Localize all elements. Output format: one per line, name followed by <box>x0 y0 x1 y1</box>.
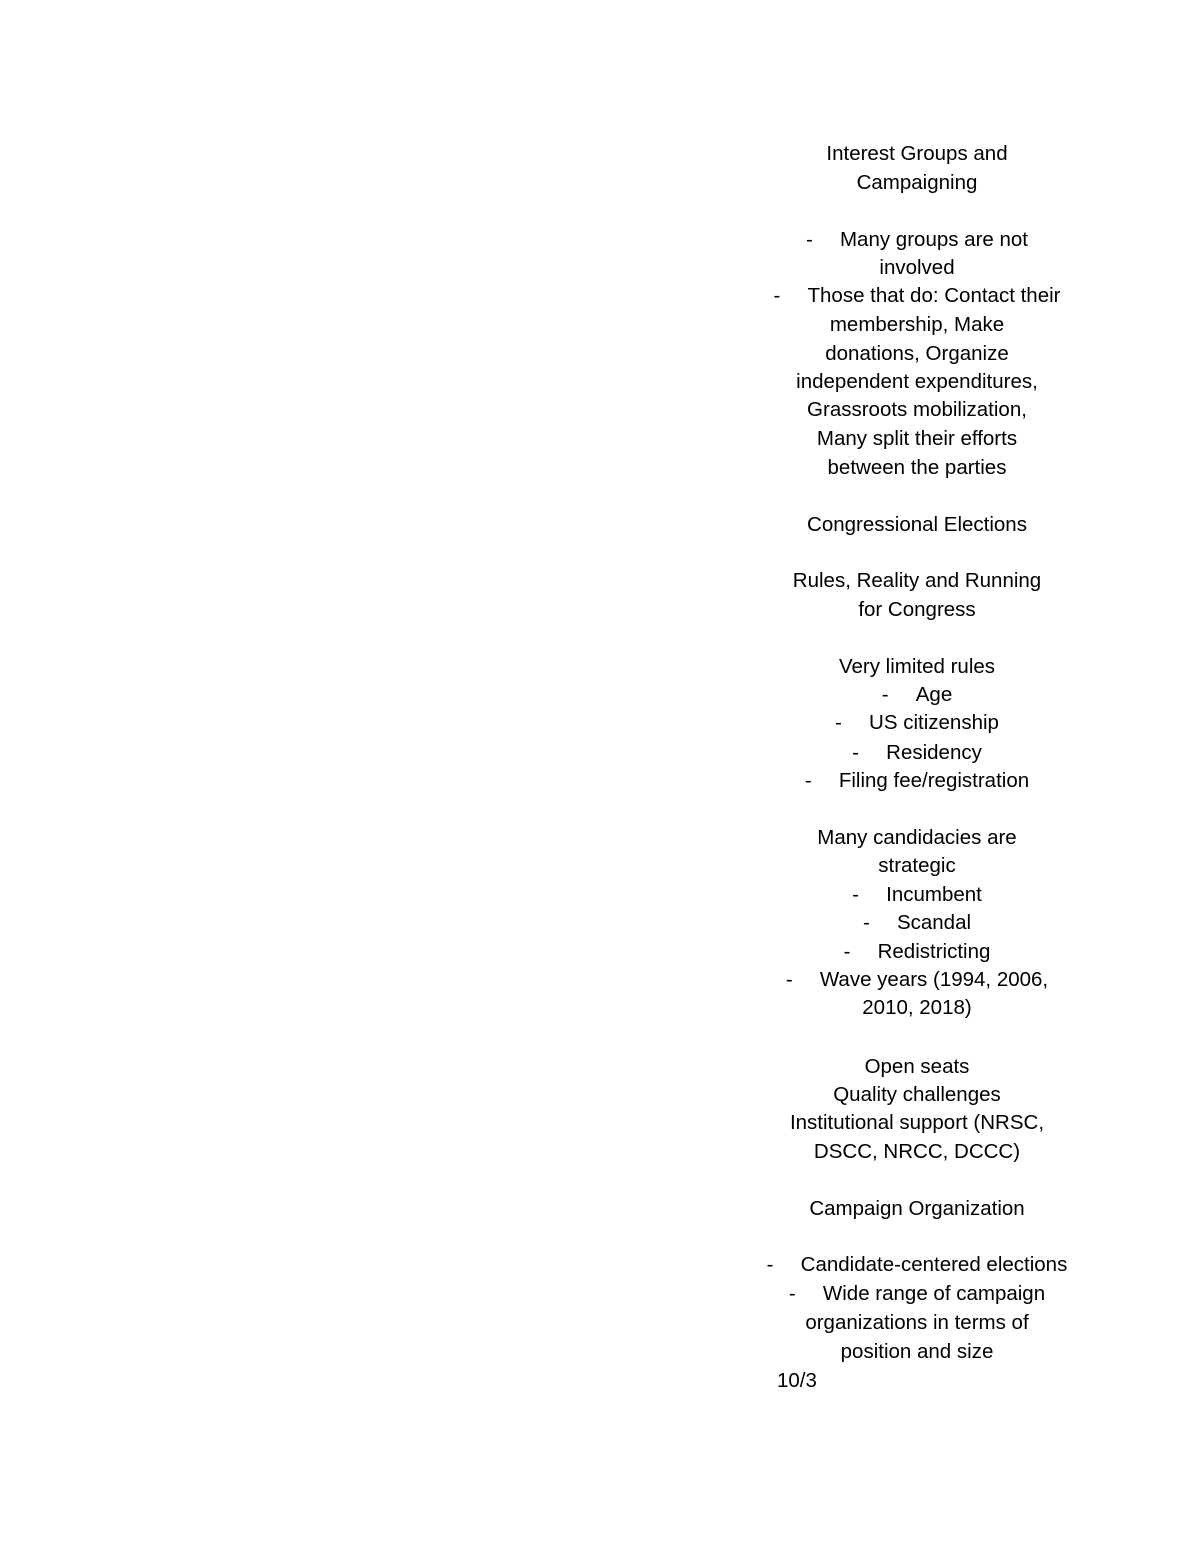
bullet-item <box>717 1280 1117 1308</box>
bullet-dash: - <box>881 683 889 706</box>
bullet-dash: - <box>788 1282 796 1305</box>
bullet-item <box>717 909 1117 937</box>
date-note: 10/3 <box>777 1369 817 1392</box>
text-line <box>717 396 1117 424</box>
text-line <box>717 596 1117 624</box>
line-text: Many split their efforts <box>816 427 1018 450</box>
line-text: donations, Organize <box>825 342 1009 365</box>
line-text: DSCC, NRCC, DCCC) <box>813 1140 1021 1163</box>
bullet-dash: - <box>852 883 859 906</box>
text-line <box>717 425 1117 453</box>
text-line <box>717 1138 1117 1166</box>
bullet-item <box>717 282 1117 310</box>
line-text: Age <box>915 683 953 706</box>
text-line <box>717 1338 1117 1366</box>
bullet-dash: - <box>766 1253 774 1276</box>
bullet-dash: - <box>773 284 781 307</box>
line-text: Grassroots mobilization, <box>807 398 1027 421</box>
line-text: Open seats <box>864 1055 970 1078</box>
line-text: Many groups are not <box>839 228 1029 251</box>
line-text: position and size <box>840 1340 994 1363</box>
bullet-dash: - <box>843 940 851 963</box>
line-text: Rules, Reality and Running <box>792 569 1042 592</box>
text-line <box>717 340 1117 368</box>
bullet-item <box>717 966 1117 994</box>
text-line <box>717 994 1117 1022</box>
text-line <box>717 1053 1117 1081</box>
bullet-item <box>717 739 1117 767</box>
line-text: Campaigning <box>856 171 978 194</box>
text-line <box>717 1109 1117 1137</box>
bullet-dash: - <box>805 228 813 251</box>
text-line <box>717 140 1117 168</box>
line-text: for Congress <box>858 598 976 621</box>
line-text: Filing fee/registration <box>838 769 1030 792</box>
line-text: strategic <box>878 854 956 877</box>
line-text: Redistricting <box>877 940 991 963</box>
line-text: organizations in terms of <box>805 1311 1029 1334</box>
line-text: Very limited rules <box>838 655 996 678</box>
line-text: independent expenditures, <box>796 370 1038 393</box>
text-line <box>717 1309 1117 1337</box>
line-text: 2010, 2018) <box>862 996 972 1019</box>
bullet-dash: - <box>835 711 842 734</box>
bullet-dash: - <box>804 769 812 792</box>
text-line <box>717 1081 1117 1109</box>
line-text: Incumbent <box>886 883 982 906</box>
bullet-item <box>717 881 1117 909</box>
bullet-item <box>717 938 1117 966</box>
text-line <box>717 169 1117 197</box>
bullet-item <box>717 709 1117 737</box>
bullet-item <box>717 681 1117 709</box>
line-text: Wide range of campaign <box>822 1282 1046 1305</box>
text-line <box>717 254 1117 282</box>
bullet-dash: - <box>862 911 870 934</box>
text-line <box>717 368 1117 396</box>
text-line <box>717 653 1117 681</box>
text-line <box>717 511 1117 539</box>
line-text: between the parties <box>827 456 1007 479</box>
line-text: Interest Groups and <box>826 142 1008 165</box>
bullet-item <box>717 1251 1117 1279</box>
text-line <box>717 824 1117 852</box>
bullet-dash: - <box>852 741 859 764</box>
bullet-dash: - <box>785 968 793 991</box>
line-text: US citizenship <box>869 711 999 734</box>
line-text: Many candidacies are <box>817 826 1017 849</box>
line-text: Scandal <box>896 911 972 934</box>
line-text: involved <box>879 256 955 279</box>
text-line <box>717 454 1117 482</box>
line-text: Residency <box>886 741 982 764</box>
line-text: Campaign Organization <box>809 1197 1025 1220</box>
line-text: Quality challenges <box>833 1083 1001 1106</box>
line-text: membership, Make <box>829 313 1005 336</box>
bullet-item <box>717 767 1117 795</box>
text-line <box>717 852 1117 880</box>
line-text: Institutional support (NRSC, <box>789 1111 1045 1134</box>
bullet-item <box>717 226 1117 254</box>
text-line <box>717 1195 1117 1223</box>
line-text: Congressional Elections <box>807 513 1027 536</box>
text-line <box>717 567 1117 595</box>
text-line <box>717 311 1117 339</box>
line-text: Candidate-centered elections <box>800 1253 1068 1276</box>
line-text: Wave years (1994, 2006, <box>819 968 1049 991</box>
line-text: Those that do: Contact their <box>807 284 1061 307</box>
